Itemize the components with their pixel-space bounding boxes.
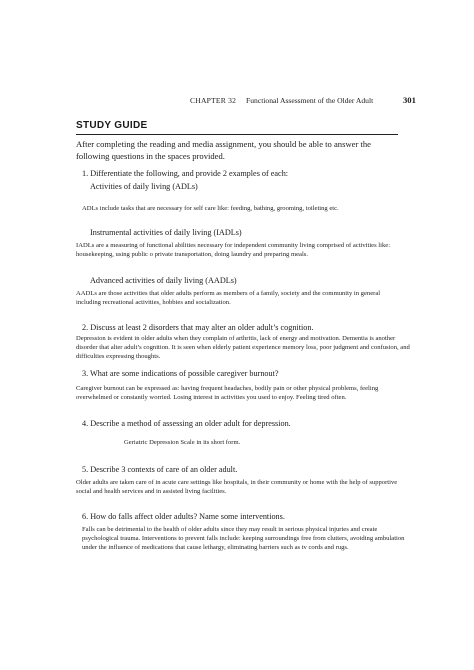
- iadl-answer: IADLs are a measuring of functional abilities necessary for independent community living comprised of activities like: housekeeping, using public o private transportation, doing laundry and preparing meals.: [76, 242, 391, 258]
- adl-answer: ADLs include tasks that are necessary for self care like: feeding, bathing, grooming, toileting etc.: [82, 205, 339, 212]
- question-3-answer: Caregiver burnout can be expressed as: having frequent headaches, bodily pain or other physical problems, feeling overwhelmed or constantly worried. Losing interest in activities you used to enjoy. Feeling tired often.: [76, 385, 379, 401]
- question-4-prompt: 4. Describe a method of assessing an older adult for depression.: [82, 419, 291, 428]
- question-2-answer: Depression is evident in older adults when they complain of arthritis, lack of energy and motivation. Dementia is another disorder that alter adult’s cognition. It is seen when elderly patient experience memory loss, poor judgment and confusion, and difficulties expressing thoughts.: [76, 335, 410, 360]
- question-6-answer: Falls can be detrimental to the health of older adults since they may result in serious physical injuries and create psychological trauma. Interventions to prevent falls include: keeping surroundings free from clutters, avoiding ambulation under the influence of medications that cause lethargy, eliminating barriers such as tv cords and rugs.: [82, 526, 405, 551]
- question-2-prompt: 2. Discuss at least 2 disorders that may alter an older adult’s cognition.: [82, 323, 314, 332]
- chapter-label: CHAPTER 32: [190, 96, 237, 105]
- question-1-prompt: 1. Differentiate the following, and provide 2 examples of each:: [82, 169, 289, 178]
- question-5-prompt: 5. Describe 3 contexts of care of an older adult.: [82, 465, 238, 474]
- question-6-prompt: 6. How do falls affect older adults? Name some interventions.: [82, 512, 285, 521]
- study-guide-heading: STUDY GUIDE: [76, 120, 148, 131]
- question-3-prompt: 3. What are some indications of possible caregiver burnout?: [82, 369, 279, 378]
- iadl-label: Instrumental activities of daily living (IADLs): [90, 228, 242, 237]
- page-number: 301: [403, 95, 416, 105]
- heading-divider: [76, 134, 398, 135]
- chapter-title: Functional Assessment of the Older Adult: [246, 96, 374, 105]
- adl-label: Activities of daily living (ADLs): [90, 182, 198, 191]
- question-4-answer: Geriatric Depression Scale in its short form.: [124, 439, 241, 446]
- study-guide-intro: After completing the reading and media assignment, you should be able to answer the following questions in the spaces provided.: [76, 139, 371, 161]
- question-5-answer: Older adults are taken care of in acute care settings like hospitals, in their community or home with the help of supportive social and health services and in assisted living facilities.: [76, 479, 398, 495]
- aadl-label: Advanced activities of daily living (AADLs): [90, 276, 237, 285]
- aadl-answer: AADLs are those activities that older adults perform as members of a family, society and the community in general including recreational activities, hobbies and socialization.: [76, 290, 381, 306]
